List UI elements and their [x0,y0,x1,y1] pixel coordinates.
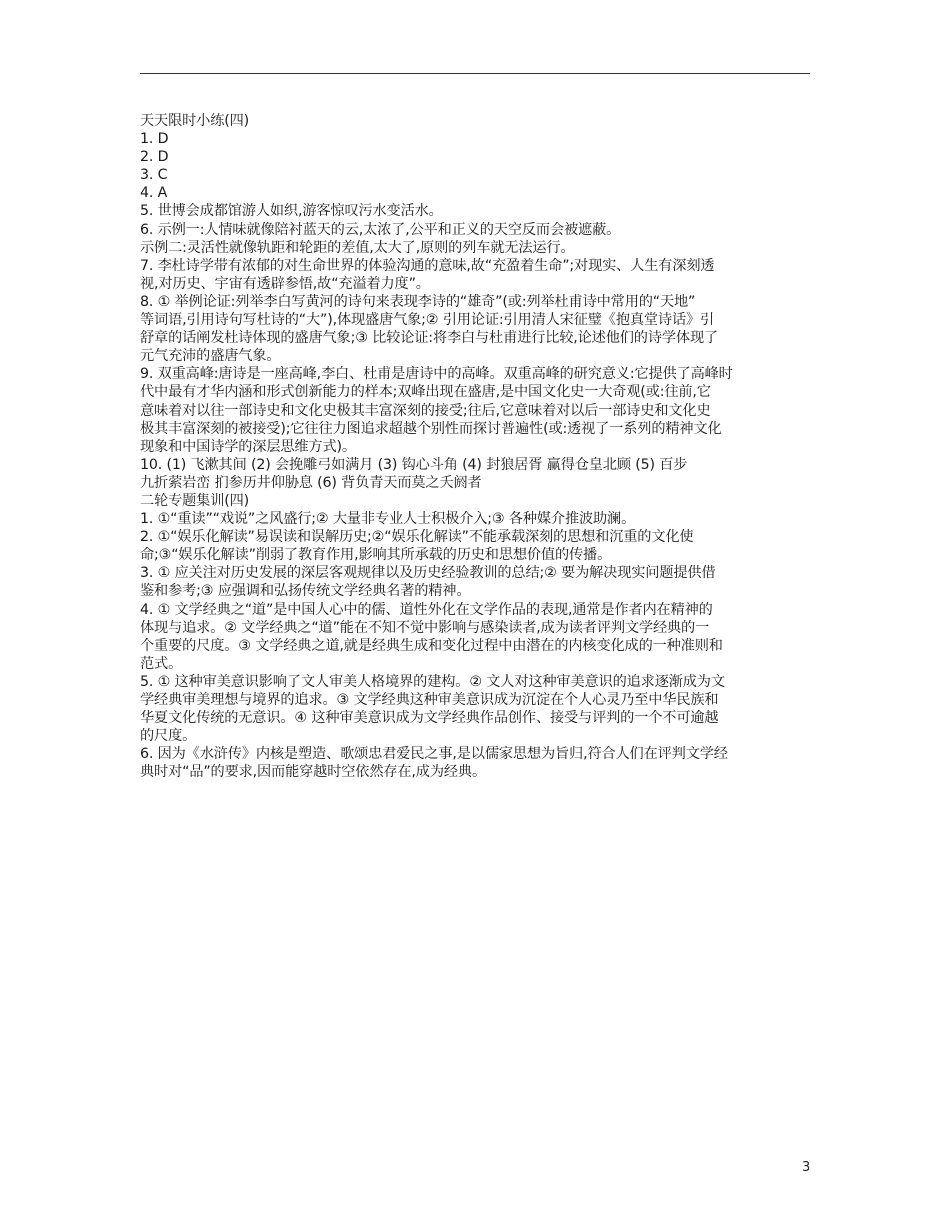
answer-line: 典时对“品”的要求,因而能穿越时空依然存在,成为经典。 [140,764,486,781]
document-body [140,112,812,781]
answer-line: 个重要的尺度。③ 文学经典之道,就是经典生成和变化过程中由潜在的内核变化成的一种准则和 [140,637,723,654]
answer-line: 6. 示例一:人情味就像陪衬蓝天的云,太浓了,公平和正义的天空反而会被遮蔽。 [140,221,621,238]
answer-line: 等词语,引用诗句写杜诗的“大”),体现盛唐气象;② 引用论证:引用清人宋征璧《抱真堂诗话》引 [140,312,715,329]
answer-line: 学经典审美理想与境界的追求。③ 文学经典这种审美意识成为沉淀在个人心灵乃至中华民族和 [140,692,719,708]
answer-line: 现象和中国诗学的深层思维方式)。 [140,438,356,455]
answer-line: 6. 因为《水浒传》内核是塑造、歌颂忠君爱民之事,是以儒家思想为旨归,符合人们在评判文学经 [140,746,728,763]
answer-line: 1. D [140,131,169,148]
answer-line: 视,对历史、宇宙有透辟参悟,故“充溢着力度”。 [140,275,430,292]
section-title: 天天限时小练(四) [140,113,250,129]
answer-line: 3. ① 应关注对历史发展的深层客观规律以及历史经验教训的总结;② 要为解决现实问题提供借 [140,565,716,582]
answer-line: 4. ① 文学经典之“道”是中国人心中的儒、道性外化在文学作品的表现,通常是作者内在精神的 [140,601,713,618]
answer-line: 的尺度。 [140,728,197,745]
answer-line: 华夏文化传统的无意识。④ 这种审美意识成为文学经典作品创作、接受与评判的一个不可逾越 [140,710,719,727]
answer-line: 9. 双重高峰:唐诗是一座高峰,李白、杜甫是唐诗中的高峰。双重高峰的研究意义:它提供了高峰时 [140,366,733,383]
answer-line: 10. (1) 飞漱其间 (2) 会挽雕弓如满月 (3) 钩心斗角 (4) 封狼居胥 赢得仓皇北顾 (5) 百步 [140,456,688,473]
answer-line: 命;③“娱乐化解读”削弱了教育作用,影响其所承载的历史和思想价值的传播。 [140,547,612,564]
answer-line: 体现与追求。② 文学经典之“道”能在不知不觉中影响与感染读者,成为读者评判文学经典的一 [140,619,710,636]
answer-line: 九折萦岩峦 扪参历井仰胁息 (6) 背负青天而莫之夭阏者 [140,474,482,491]
answer-line: 5. ① 这种审美意识影响了文人审美人格境界的建构。② 文人对这种审美意识的追求逐渐成为文 [140,673,725,690]
answer-line: 范式。 [140,655,183,672]
answer-line: 4. A [140,185,168,202]
answer-line: 2. D [140,149,169,166]
answer-line: 意味着对以往一部诗史和文化史极其丰富深刻的接受;往后,它意味着对以后一部诗史和文化史 [140,402,711,419]
answer-line: 极其丰富深刻的被接受);它往往力图追求超越个别性而探讨普遍性(或:透视了一系列的精神文化 [140,420,722,437]
answer-line: 元气充沛的盛唐气象。 [140,348,281,365]
answer-line: 5. 世博会成都馆游人如织,游客惊叹污水变活水。 [140,203,443,220]
answer-line: 3. C [140,167,168,184]
answer-line: 7. 李杜诗学带有浓郁的对生命世界的体验沟通的意味,故“充盈着生命”;对现实、人生有深刻透 [140,257,715,274]
page-number: 3 [802,1160,811,1175]
section-title: 二轮专题集训(四) [140,492,250,509]
header-rule [140,73,810,74]
answer-line: 示例二:灵活性就像轨距和轮距的差值,太大了,原则的列车就无法运行。 [140,239,575,256]
answer-line: 鉴和参考;③ 应强调和弘扬传统文学经典名著的精神。 [140,583,471,600]
answer-line: 8. ① 举例论证:列举李白写黄河的诗句来表现李诗的“雄奇”(或:列举杜甫诗中常用的“天地” [140,293,696,310]
answer-line: 2. ①“娱乐化解读”易误读和误解历史;②“娱乐化解读”不能承载深刻的思想和沉重的文化使 [140,529,694,546]
answer-line: 代中最有才华内涵和形式创新能力的样本;双峰出现在盛唐,是中国文化史一大奇观(或:往前,它 [140,384,711,401]
answer-line: 舒章的话阐发杜诗体现的盛唐气象;③ 比较论证:将李白与杜甫进行比较,论述他们的诗学体现了 [140,330,719,347]
answer-line: 1. ①“重读”“戏说”之风盛行;② 大量非专业人士积极介入;③ 各种媒介推波助澜。 [140,511,636,528]
